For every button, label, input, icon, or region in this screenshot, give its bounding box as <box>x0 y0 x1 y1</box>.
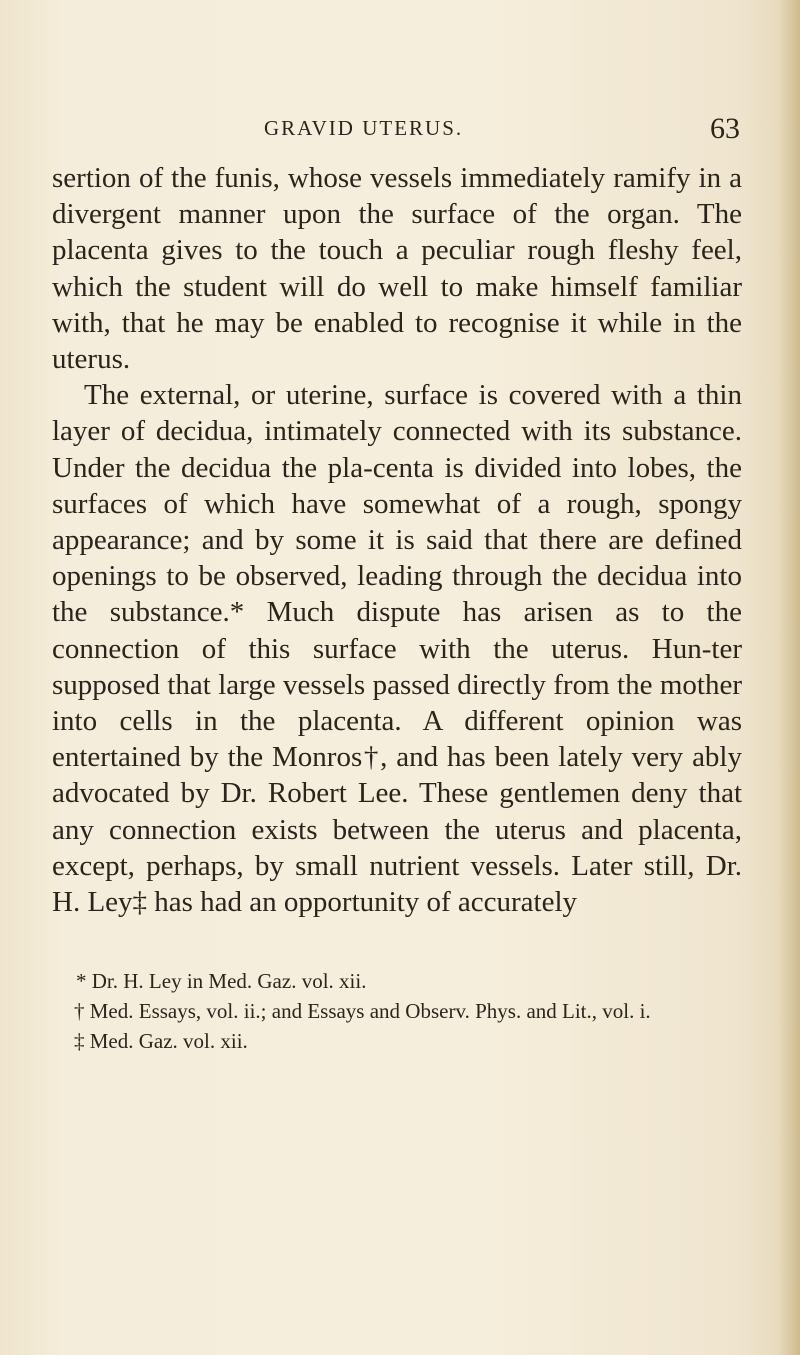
running-title: GRAVID UTERUS. <box>264 116 464 140</box>
paragraph-1: sertion of the funis, whose vessels immediately ramify in a divergent manner upon the surface of the organ. The placenta gives to the touch a peculiar rough fleshy feel, which the student will do well to make himself familiar with, that he may be enabled to recognise it while in the uterus. <box>52 162 742 376</box>
paragraph-2: The external, or uterine, surface is covered with a thin layer of decidua, intimately connected with its substance. Under the decidua the pla-centa is divided into lobes, the surfaces of which have somewhat of a rough, spongy appearance; and by some it is said that there are defined openings to be observed, leading through the decidua into the substance.* Much dispute has arisen as to the connection of this surface with the uterus. Hun-ter supposed that large vessels passed directly from the mother into cells in the placenta. A different opinion was entertained by the Monros†, and has been lately very ably advocated by Dr. Robert Lee. These gentlemen deny that any connection exists between the uterus and placenta, except, perhaps, by small nutrient vessels. Later still, Dr. H. Ley‡ has had an opportunity of accurately <box>52 379 742 919</box>
footnote-1: * Dr. H. Ley in Med. Gaz. vol. xii. <box>76 969 367 993</box>
footnote-3: ‡ Med. Gaz. vol. xii. <box>74 1029 248 1053</box>
page-number: 63 <box>710 112 740 145</box>
main-text <box>52 160 742 920</box>
footnote-2: † Med. Essays, vol. ii.; and Essays and Observ. Phys. and Lit., vol. i. <box>74 999 651 1023</box>
footnotes <box>52 968 742 1058</box>
page-header <box>52 112 742 152</box>
page-edge-shadow <box>778 0 800 1355</box>
